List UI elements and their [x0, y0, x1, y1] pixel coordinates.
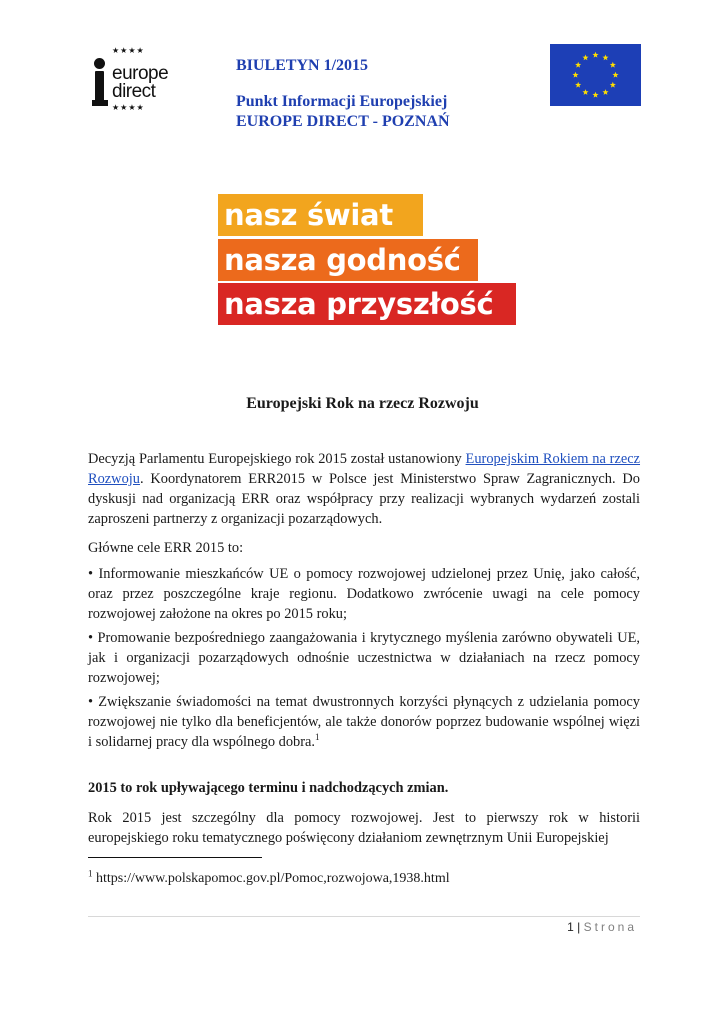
- logo-i-dot: [94, 58, 105, 69]
- logo-text-direct: direct: [112, 81, 156, 102]
- info-point-title: Punkt Informacji Europejskiej: [236, 93, 448, 110]
- europe-direct-logo: [92, 44, 192, 116]
- eu-star-icon: [602, 54, 608, 60]
- goal-bullet-3: [88, 692, 640, 752]
- page-number-value: 1: [567, 920, 574, 934]
- eu-star-icon: [610, 82, 616, 88]
- footnote-divider: [88, 857, 262, 858]
- closing-paragraph: Rok 2015 jest szczególny dla pomocy rozwojowej. Jest to pierwszy rok w historii europejskiego roku tematycznego poświęcony działaniom zewnętrznym Unii Europejskiej: [88, 810, 640, 846]
- section-subheading: 2015 to rok upływającego terminu i nadchodzących zmian.: [88, 780, 449, 796]
- eu-star-icon: [592, 92, 598, 98]
- eu-star-icon: [575, 62, 581, 68]
- goal-bullet-3-text: • Zwiększanie świadomości na temat dwustronnych korzyści płynących z udzielania pomocy rozwojowej nie tylko dla beneficjentów, ale także donorów poprzez budowanie wspólnej więzi i solidarnej pracy dla wspólnego dobra.: [88, 694, 640, 750]
- footer-divider: [88, 916, 640, 917]
- err-link[interactable]: Europejskim Rokiem na rzecz Rozwoju: [88, 451, 641, 487]
- eu-star-icon: [582, 89, 588, 95]
- eu-stars-circle-icon: [550, 44, 641, 106]
- footnote-url: https://www.polskapomoc.gov.pl/Pomoc,rozwojowa,1938.html: [92, 871, 450, 886]
- footnote-mark: 1: [88, 868, 93, 879]
- slogan-line-2: nasza godność: [218, 239, 478, 281]
- intro-paragraph: [88, 449, 640, 529]
- slogan-line-1: nasz świat: [218, 194, 423, 236]
- logo-stars-bottom: ★★★★: [112, 103, 145, 112]
- logo-i-foot: [92, 100, 108, 106]
- page-number: [567, 920, 637, 934]
- goal-bullet-2: • Promowanie bezpośredniego zaangażowania i krytycznego myślenia zarówno obywateli UE, jak i organizacji pozarządowych odnośnie uczestnictwa w działaniach na rzecz pomocy rozwojowej;: [88, 630, 640, 686]
- eu-flag: [550, 44, 641, 106]
- article-title: Europejski Rok na rzecz Rozwoju: [246, 395, 479, 412]
- eu-star-icon: [582, 54, 588, 60]
- intro-text-end: . Koordynatorem ERR2015 w Polsce jest Ministerstwo Spraw Zagranicznych. Do dyskusji nad organizacją ERR oraz współpracy przy realizacji wybranych wydarzeń zostali zaproszeni partnerzy z organizacji pozarządowych.: [88, 471, 640, 527]
- eu-star-icon: [575, 82, 581, 88]
- eu-star-icon: [592, 52, 598, 58]
- footnote-ref: 1: [315, 732, 320, 743]
- logo-text-europe: europe: [112, 63, 169, 84]
- eu-star-icon: [610, 62, 616, 68]
- slogan-banner: [218, 194, 518, 328]
- logo-stars-top: ★★★★: [112, 46, 145, 55]
- bulletin-title: BIULETYN 1/2015: [236, 57, 369, 74]
- goal-bullet-1: • Informowanie mieszkańców UE o pomocy rozwojowej udzielonej przez Unię, jako całość, oraz przez poszczególne kraje regionu. Dodatkowo zwrócenie uwagi na cele pomocy rozwojowej założone na okres po 2015 roku;: [88, 566, 640, 622]
- eu-star-icon: [602, 89, 608, 95]
- page-label: Strona: [583, 920, 637, 934]
- slogan-line-3: nasza przyszłość: [218, 283, 516, 325]
- eu-star-icon: [572, 72, 578, 78]
- footnote: [88, 868, 450, 887]
- page-number-separator: |: [573, 920, 584, 934]
- goals-heading: Główne cele ERR 2015 to:: [88, 540, 244, 556]
- intro-text-start: Decyzją Parlamentu Europejskiego rok 2015 został ustanowiony: [88, 451, 466, 467]
- europe-direct-poznan-title: EUROPE DIRECT - POZNAŃ: [236, 113, 450, 130]
- eu-star-icon: [612, 72, 618, 78]
